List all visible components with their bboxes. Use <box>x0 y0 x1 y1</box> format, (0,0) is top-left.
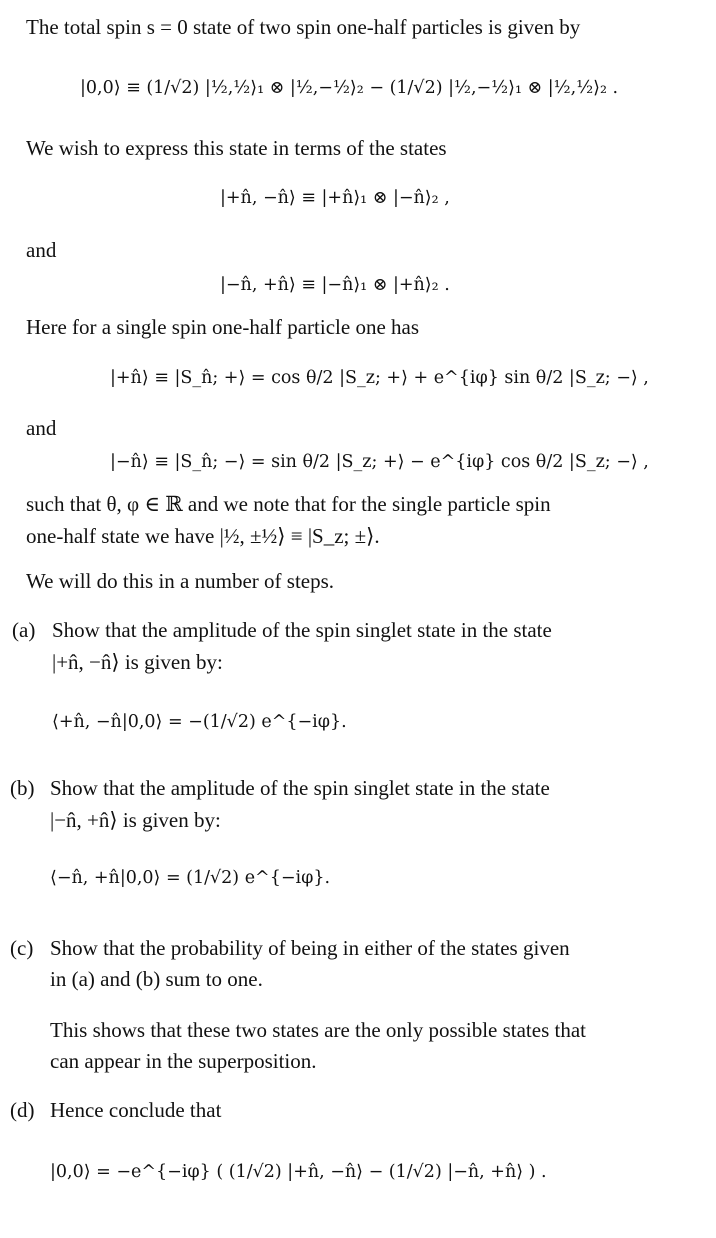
part-b-text-2: |−n̂, +n̂⟩ is given by: <box>50 808 221 832</box>
intro-line-4a: such that θ, φ ∈ ℝ and we note that for the single particle spin <box>26 492 551 516</box>
connector-and-2: and <box>26 416 57 440</box>
part-b-label: (b) <box>10 776 35 800</box>
part-c-note-2: can appear in the superposition. <box>50 1049 317 1073</box>
connector-and-1: and <box>26 238 57 262</box>
part-a-text-2: |+n̂, −n̂⟩ is given by: <box>52 650 223 674</box>
equation-plus-minus-state: |+n̂, −n̂⟩ ≡ |+n̂⟩₁ ⊗ |−n̂⟩₂ , <box>220 188 450 208</box>
equation-singlet: |0,0⟩ ≡ (1/√2) |½,½⟩₁ ⊗ |½,−½⟩₂ − (1/√2) |½,−½⟩₁ ⊗ |½,½⟩₂ . <box>80 78 619 98</box>
intro-line-2: We wish to express this state in terms of the states <box>26 136 447 160</box>
part-d-label: (d) <box>10 1098 35 1122</box>
part-a-label: (a) <box>12 618 36 642</box>
intro-line-4b: one-half state we have |½, ±½⟩ ≡ |S_z; ±⟩. <box>26 524 380 548</box>
part-c-text-2: in (a) and (b) sum to one. <box>50 967 263 991</box>
part-c-note-1: This shows that these two states are the only possible states that <box>50 1018 586 1042</box>
intro-line-1: The total spin s = 0 state of two spin one-half particles is given by <box>26 15 581 39</box>
part-b-text-1: Show that the amplitude of the spin singlet state in the state <box>50 776 550 800</box>
part-a-text-1: Show that the amplitude of the spin singlet state in the state <box>52 618 552 642</box>
equation-minus-plus-state: |−n̂, +n̂⟩ ≡ |−n̂⟩₁ ⊗ |+n̂⟩₂ . <box>220 275 450 295</box>
intro-line-3: Here for a single spin one-half particle one has <box>26 315 420 339</box>
part-b-equation: ⟨−n̂, +n̂|0,0⟩ = (1/√2) e^{−iφ}. <box>50 868 331 888</box>
part-d-equation: |0,0⟩ = −e^{−iφ} ( (1/√2) |+n̂, −n̂⟩ − (1/√2) |−n̂, +n̂⟩ ) . <box>50 1162 547 1182</box>
equation-minus-n: |−n̂⟩ ≡ |S_n̂; −⟩ = sin θ/2 |S_z; +⟩ − e^{iφ} cos θ/2 |S_z; −⟩ , <box>110 452 649 472</box>
part-a-equation: ⟨+n̂, −n̂|0,0⟩ = −(1/√2) e^{−iφ}. <box>52 712 347 732</box>
equation-plus-n: |+n̂⟩ ≡ |S_n̂; +⟩ = cos θ/2 |S_z; +⟩ + e^{iφ} sin θ/2 |S_z; −⟩ , <box>110 368 649 388</box>
intro-line-5: We will do this in a number of steps. <box>26 569 335 593</box>
part-c-label: (c) <box>10 936 34 960</box>
part-d-text-1: Hence conclude that <box>50 1098 222 1122</box>
part-c-text-1: Show that the probability of being in either of the states given <box>50 936 570 960</box>
